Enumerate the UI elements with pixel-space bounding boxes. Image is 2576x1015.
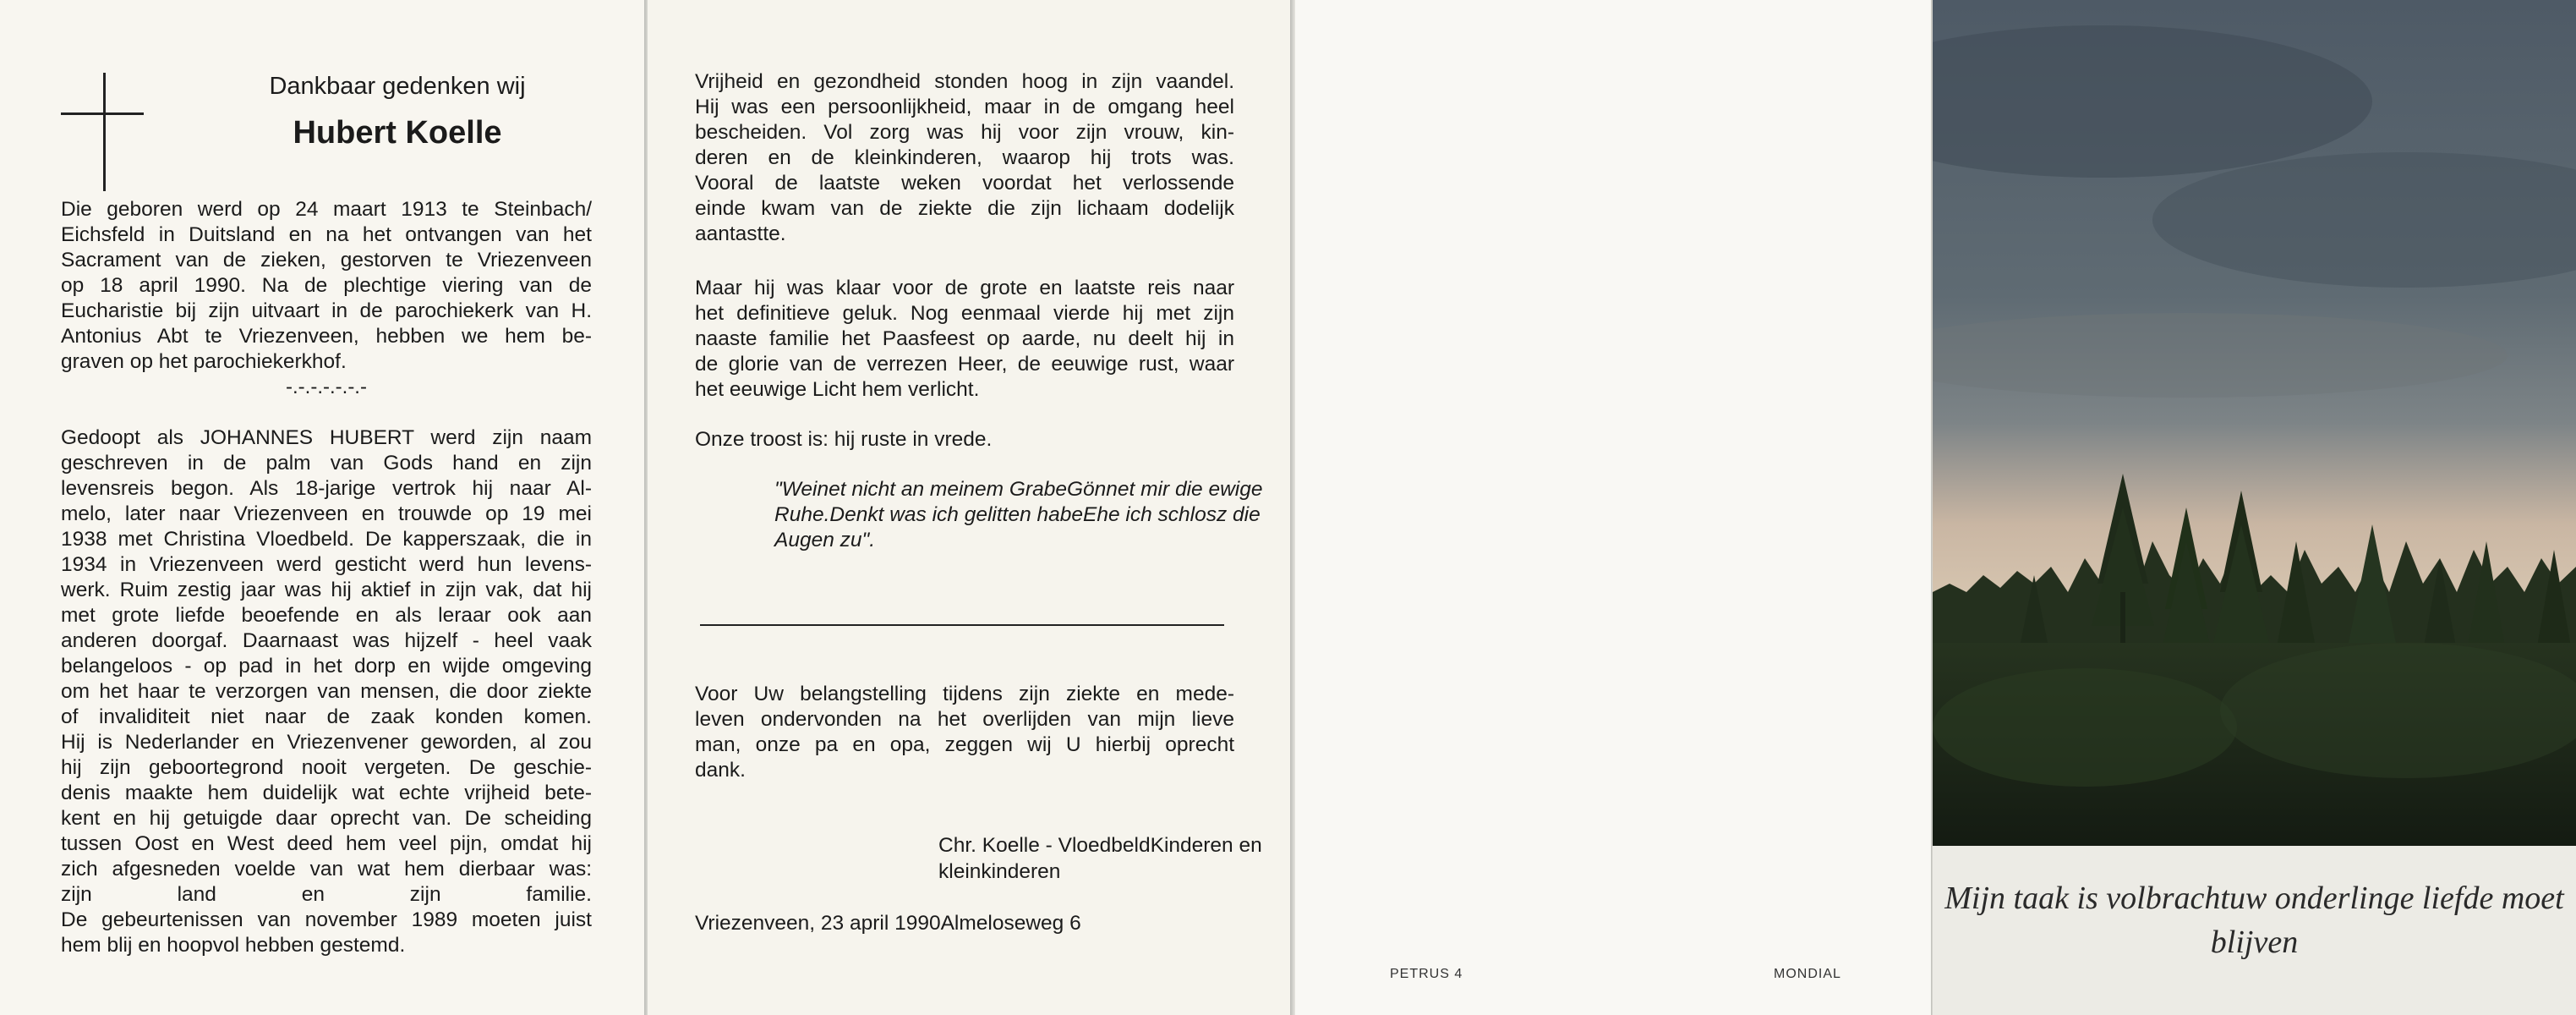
text-line: Almeloseweg 6 bbox=[940, 912, 1081, 935]
text-line: De gebeurtenissen van november 1989 moeten juist bbox=[61, 908, 592, 931]
card-panel-4-cover bbox=[1933, 0, 2576, 1015]
place-and-address bbox=[695, 910, 1081, 936]
text-line: Chr. Koelle - Vloedbeld bbox=[938, 834, 1151, 857]
text-line: Denkt was ich gelitten habe bbox=[829, 503, 1084, 526]
text-line: einde kwam van de ziekte die zijn lichaam dodelijk bbox=[695, 197, 1234, 220]
text-line: Gedoopt als JOHANNES HUBERT werd zijn naam bbox=[61, 426, 592, 449]
text-line: leven ondervonden na het overlijden van mijn lieve bbox=[695, 708, 1234, 731]
card-panel-2 bbox=[648, 0, 1290, 1015]
character-paragraph bbox=[695, 69, 1234, 247]
biography-paragraph bbox=[61, 425, 592, 958]
text-line: Gönnet mir die ewige Ruhe. bbox=[774, 478, 1263, 526]
text-line: 1938 met Christina Vloedbeld. De kapperszaak, die in bbox=[61, 528, 592, 551]
text-line: Kinderen en kleinkinderen bbox=[938, 834, 1262, 883]
text-line: de glorie van de verrezen Heer, de eeuwige rust, waar bbox=[695, 353, 1234, 376]
family-signature bbox=[938, 832, 1290, 885]
text-line: zich afgesneden voelde van wat hem dierbaar was: bbox=[61, 858, 592, 881]
text-line: hij zijn geboortegrond nooit vergeten. De geschie- bbox=[61, 756, 592, 779]
cover-caption bbox=[1933, 876, 2576, 964]
divider-rule bbox=[700, 624, 1224, 626]
poem bbox=[774, 477, 1290, 553]
text-line: Ehe ich schlosz die Augen zu". bbox=[774, 503, 1261, 551]
text-line: op 18 april 1990. Na de plechtige viering van de bbox=[61, 274, 592, 297]
text-line: Voor Uw belangstelling tijdens zijn ziekte en mede- bbox=[695, 683, 1234, 705]
text-line: melo, later naar Vriezenveen en trouwde op 19 mei bbox=[61, 502, 592, 525]
obituary-paragraph-1 bbox=[61, 197, 592, 375]
text-line: Die geboren werd op 24 maart 1913 te Steinbach/ bbox=[61, 198, 592, 221]
text-line: Vrijheid en gezondheid stonden hoog in zijn vaandel. bbox=[695, 70, 1234, 93]
text-line: bescheiden. Vol zorg was hij voor zijn vrouw, kin- bbox=[695, 121, 1234, 144]
text-line: of invaliditeit niet naar de zaak konden komen. bbox=[61, 705, 592, 728]
text-line: het definitieve geluk. Nog eenmaal vierde hij met zijn bbox=[695, 302, 1234, 325]
text-line: Maar hij was klaar voor de grote en laatste reis naar bbox=[695, 277, 1234, 299]
text-line: "Weinet nicht an meinem Grabe bbox=[774, 478, 1067, 501]
text-line: geschreven in de palm van Gods hand en zijn bbox=[61, 452, 592, 475]
text-line: levensreis begon. Als 18-jarige vertrok hij naar Al- bbox=[61, 477, 592, 500]
text-line: aantastte. bbox=[695, 222, 786, 245]
separator: -.-.-.-.-.-.- bbox=[286, 376, 367, 398]
card-panel-1 bbox=[0, 0, 644, 1015]
text-line: tussen Oost en West deed hem veel pijn, omdat hij bbox=[61, 832, 592, 855]
text-line: graven op het parochiekerkhof. bbox=[61, 350, 347, 373]
deceased-name: Hubert Koelle bbox=[293, 115, 502, 151]
text-line: uw onderlinge liefde moet blijven bbox=[2210, 881, 2564, 960]
text-line: om het haar te verzorgen van mensen, die door ziekte bbox=[61, 680, 592, 703]
text-line: Vooral de laatste weken voordat het verlossende bbox=[695, 172, 1234, 195]
text-line: kent en hij getuigde daar oprecht van. De scheiding bbox=[61, 807, 592, 830]
text-line: Eichsfeld in Duitsland en na het ontvangen van het bbox=[61, 223, 592, 246]
text-line: hem blij en hoopvol hebben gestemd. bbox=[61, 934, 406, 957]
printer-mark-left: PETRUS 4 bbox=[1390, 967, 1463, 981]
text-line: Hij is Nederlander en Vriezenvener geworden, al zou bbox=[61, 731, 592, 754]
text-line: het eeuwige Licht hem verlicht. bbox=[695, 378, 980, 401]
comfort-line: Onze troost is: hij ruste in vrede. bbox=[695, 428, 993, 451]
text-line: Antonius Abt te Vriezenveen, hebben we hem be- bbox=[61, 325, 592, 348]
cross-icon bbox=[103, 73, 106, 191]
text-line: Vriezenveen, 23 april 1990 bbox=[695, 912, 941, 935]
intro-line: Dankbaar gedenken wij bbox=[269, 73, 526, 100]
text-line: met grote liefde beoefende en als leraar ook aan bbox=[61, 604, 592, 627]
printer-mark-right: MONDIAL bbox=[1774, 967, 1841, 981]
text-line: 1934 in Vriezenveen werd gesticht werd hun levens- bbox=[61, 553, 592, 576]
card-panel-3-back bbox=[1295, 0, 1931, 1015]
text-line: anderen doorgaf. Daarnaast was hijzelf - heel vaak bbox=[61, 629, 592, 652]
thanks-paragraph bbox=[695, 682, 1234, 783]
text-line: belangeloos - op pad in het dorp en wijde omgeving bbox=[61, 655, 592, 678]
cross-icon-bar bbox=[61, 112, 144, 115]
text-line: Sacrament van de zieken, gestorven te Vriezenveen bbox=[61, 249, 592, 272]
text-line: werk. Ruim zestig jaar was hij aktief in zijn vak, dat hij bbox=[61, 579, 592, 601]
text-line: Mijn taak is volbracht bbox=[1944, 881, 2229, 916]
text-line: deren en de kleinkinderen, waarop hij trots was. bbox=[695, 146, 1234, 169]
forest-sky-photo bbox=[1933, 0, 2576, 846]
faith-paragraph bbox=[695, 276, 1234, 403]
text-line: Hij was een persoonlijkheid, maar in de omgang heel bbox=[695, 96, 1234, 118]
text-line: naaste familie het Paasfeest op aarde, nu deelt hij in bbox=[695, 327, 1234, 350]
text-line: man, onze pa en opa, zeggen wij U hierbij oprecht bbox=[695, 733, 1234, 756]
text-line: zijn land en zijn familie. bbox=[61, 883, 592, 906]
text-line: denis maakte hem duidelijk wat echte vrijheid bete- bbox=[61, 782, 592, 804]
text-line: dank. bbox=[695, 759, 746, 782]
text-line: Eucharistie bij zijn uitvaart in de parochiekerk van H. bbox=[61, 299, 592, 322]
